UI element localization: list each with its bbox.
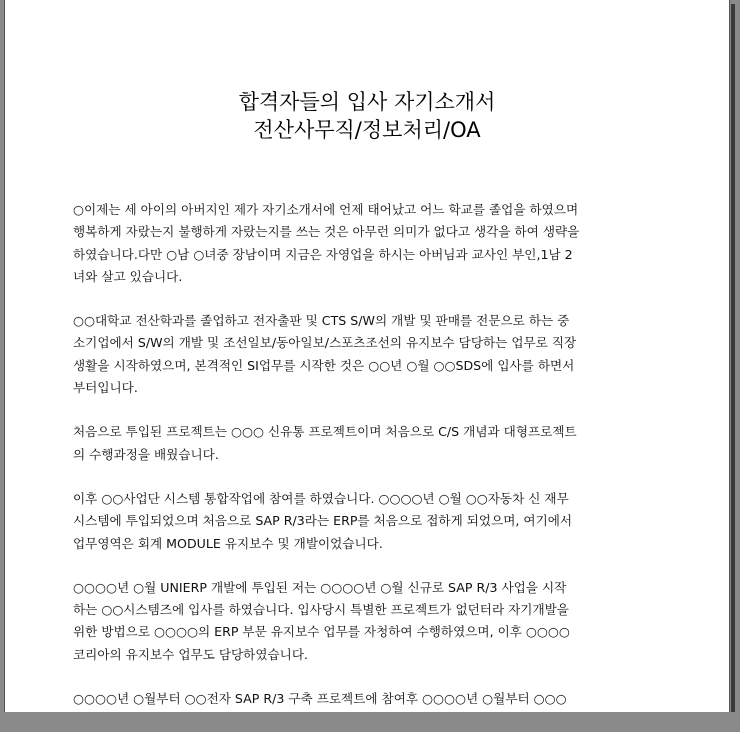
paragraph-2 [73, 310, 669, 399]
text-line: 처음으로 투입된 프로젝트는 ○○○ 신유통 프로젝트이며 처음으로 C/S 개념과 대형프로젝트 [73, 424, 577, 440]
text-line: ○○○○년 ○월부터 ○○전자 SAP R/3 구축 프로젝트에 참여후 ○○○○년 ○월부터 ○○○ [73, 691, 567, 707]
paragraph-5 [73, 577, 669, 666]
text-line: 이후 ○○사업단 시스템 통합작업에 참여를 하였습니다. ○○○○년 ○월 ○○자동차 신 재무 [73, 490, 569, 506]
text-line: 녀와 살고 있습니다. [73, 268, 183, 284]
text-line: ○○대학교 전산학과를 졸업하고 전자출판 및 CTS S/W의 개발 및 판매를 전문으로 하는 중 [73, 313, 570, 329]
text-line: 생활을 시작하였으며, 본격적인 SI업무를 시작한 것은 ○○년 ○월 ○○SDS에 입사를 하면서 [73, 357, 575, 373]
paragraph-6 [73, 688, 669, 710]
title-line-1: 합격자들의 입사 자기소개서 [238, 90, 496, 114]
text-line: 업무영역은 회계 MODULE 유지보수 및 개발이었습니다. [73, 535, 383, 551]
text-line: 행복하게 자랐는지 불행하게 자랐는지를 쓰는 것은 아무런 의미가 없다고 생각을 하여 생략을 [73, 224, 580, 240]
document-body [73, 199, 669, 732]
text-line: 시스템에 투입되었으며 처음으로 SAP R/3라는 ERP를 처음으로 접하게 되었으며, 여기에서 [73, 513, 573, 529]
paragraph-1 [73, 199, 669, 288]
paragraph-3 [73, 421, 669, 466]
title-line-2: 전산사무직/정보처리/OA [253, 118, 481, 142]
text-line: 의 수행과정을 배웠습니다. [73, 446, 219, 462]
text-line: 코리아의 유지보수 업무도 담당하였습니다. [73, 646, 308, 662]
text-line: ○○○○년 ○월 UNIERP 개발에 투입된 저는 ○○○○년 ○월 신규로 SAP R/3 사업을 시작 [73, 579, 567, 595]
text-line: 위한 방법으로 ○○○○의 ERP 부문 유지보수 업무를 자청하여 수행하였으며, 이후 ○○○○ [73, 624, 570, 640]
text-line: ○이제는 세 아이의 아버지인 제가 자기소개서에 언제 태어났고 어느 학교를 졸업을 하였으며 [73, 202, 579, 217]
text-line: 하는 ○○시스템즈에 입사를 하였습니다. 입사당시 특별한 프로젝트가 없던터라 자기개발을 [73, 602, 569, 618]
document-title [5, 88, 729, 144]
page-shadow [731, 4, 735, 712]
text-line: 부터입니다. [73, 380, 138, 396]
document-page [4, 0, 730, 712]
paragraph-4 [73, 488, 669, 555]
text-line: 하였습니다.다만 ○남 ○녀중 장남이며 지금은 자영업을 하시는 아버님과 교사인 부인,1남 2 [73, 246, 573, 262]
text-line: 소기업에서 S/W의 개발 및 조선일보/동아일보/스포츠조선의 유지보수 담당하는 업무로 직장 [73, 335, 577, 351]
